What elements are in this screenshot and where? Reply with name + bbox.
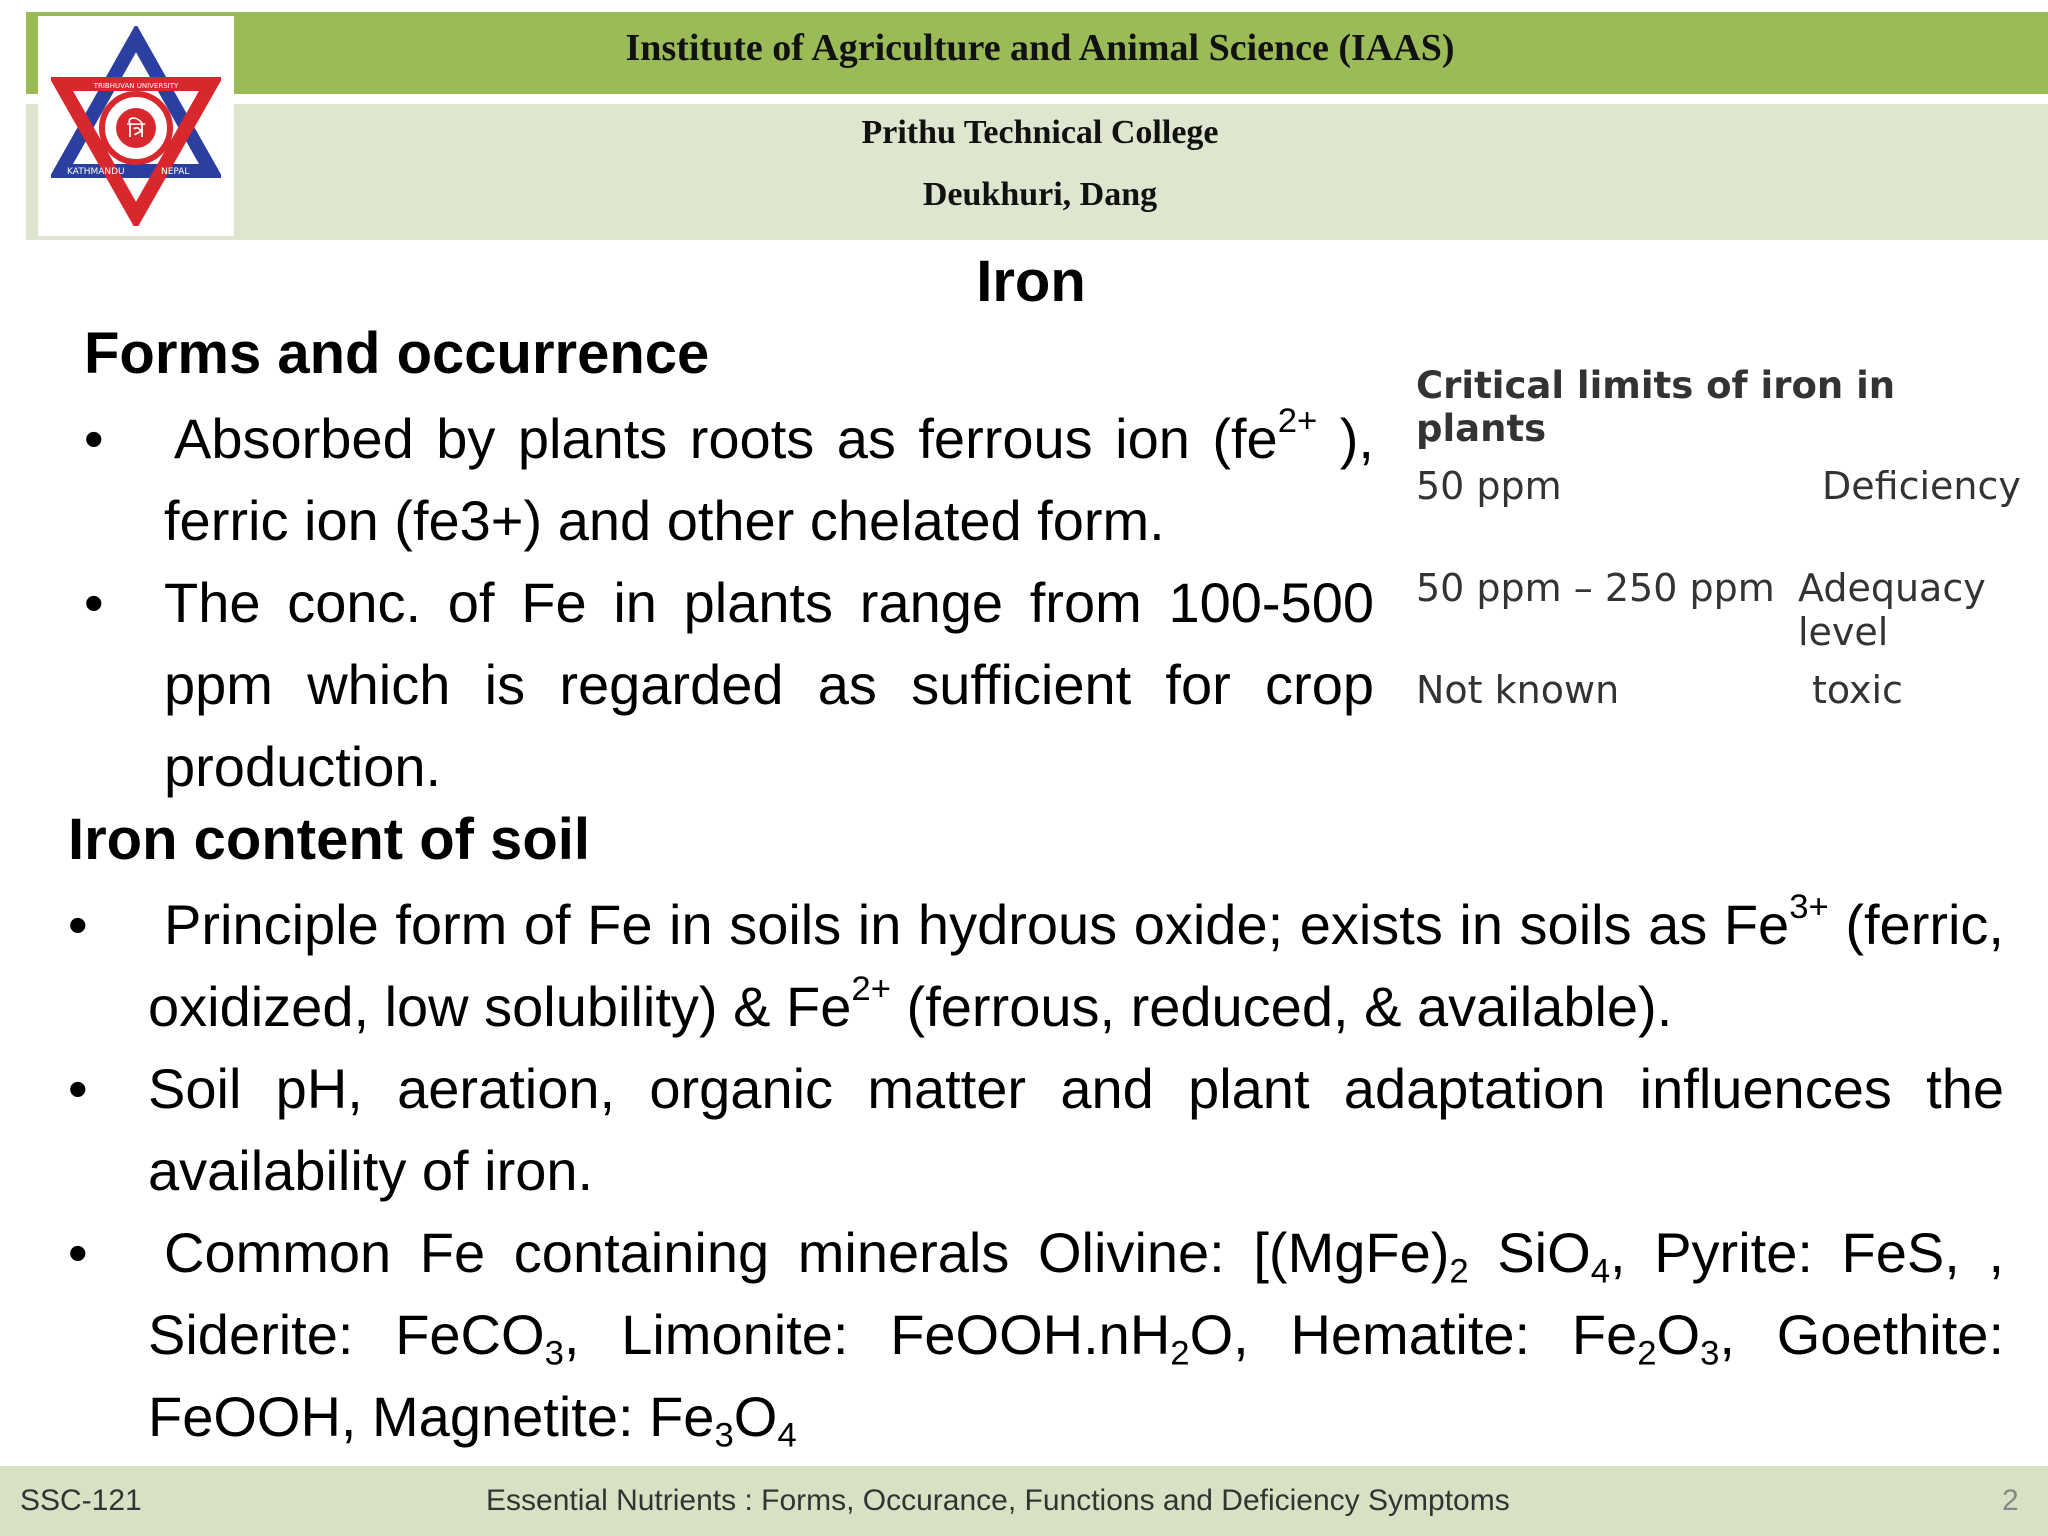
soil-bullet-list bbox=[68, 884, 2004, 1458]
bullet-icon: • bbox=[84, 407, 104, 470]
logo-text-right: NEPAL bbox=[161, 167, 190, 177]
list-item: • Absorbed by plants roots as ferrous ion ($fe^{2+}$ ), ferric ion (fe3+) and other chelated form. bbox=[84, 398, 1374, 562]
bullet-icon: • bbox=[68, 893, 88, 956]
course-code: SSC-121 bbox=[20, 1484, 142, 1517]
list-item: • The conc. of Fe in plants range from 100-500 ppm which is regarded as sufficient for crop production. bbox=[84, 562, 1374, 808]
logo-text-left: KATHMANDU bbox=[67, 167, 125, 177]
university-logo bbox=[38, 16, 234, 236]
institute-name: Institute of Agriculture and Animal Science (IAAS) bbox=[625, 27, 1455, 69]
logo-emblem-icon bbox=[51, 26, 221, 226]
svg-text:त्रि: त्रि bbox=[127, 118, 145, 143]
section-heading-forms: Forms and occurrence bbox=[84, 321, 710, 386]
logo-text-top: TRIBHUVAN UNIVERSITY bbox=[93, 82, 179, 90]
list-item: • Soil pH, aeration, organic matter and plant adaptation influences the availability of iron. bbox=[68, 1048, 2004, 1212]
section-heading-soil: Iron content of soil bbox=[68, 807, 590, 872]
table-title: Critical limits of iron in plants bbox=[1416, 364, 1896, 450]
footer-subject: Essential Nutrients : Forms, Occurance, Functions and Deficiency Symptoms bbox=[486, 1484, 1510, 1517]
slide-footer bbox=[0, 1466, 2048, 1536]
college-name: Prithu Technical College bbox=[861, 114, 1219, 151]
critical-limits-table: Critical limits of iron in plants 50 ppm Deficiency 50 ppm – 250 ppm Adequacy level Not known toxic bbox=[1416, 364, 2021, 712]
college-location: Deukhuri, Dang bbox=[922, 176, 1158, 213]
slide-title: Iron bbox=[976, 249, 1086, 314]
forms-bullet-list bbox=[84, 398, 1374, 808]
list-item: • Principle form of Fe in soils in hydrous oxide; exists in soils as $Fe^{3+}$ (ferric, oxidized, low solubility) & $Fe^{2+}$ (ferrous, reduced, & available). bbox=[68, 884, 2004, 1048]
bullet-icon: • bbox=[68, 1221, 88, 1284]
bullet-icon: • bbox=[68, 1057, 88, 1120]
list-item: • Common Fe containing minerals Olivine: [$(MgFe)_2$ SiO$_4$, Pyrite: FeS, , Siderite: FeCO$_3$, Limonite: $FeOOH.nH_2O$, Hematite: $Fe_2O_3$, Goethite: FeOOH, Magnetite: $Fe_3O_4$ bbox=[68, 1212, 2004, 1458]
page-number: 2 bbox=[2002, 1484, 2019, 1517]
bullet-icon: • bbox=[84, 571, 104, 634]
